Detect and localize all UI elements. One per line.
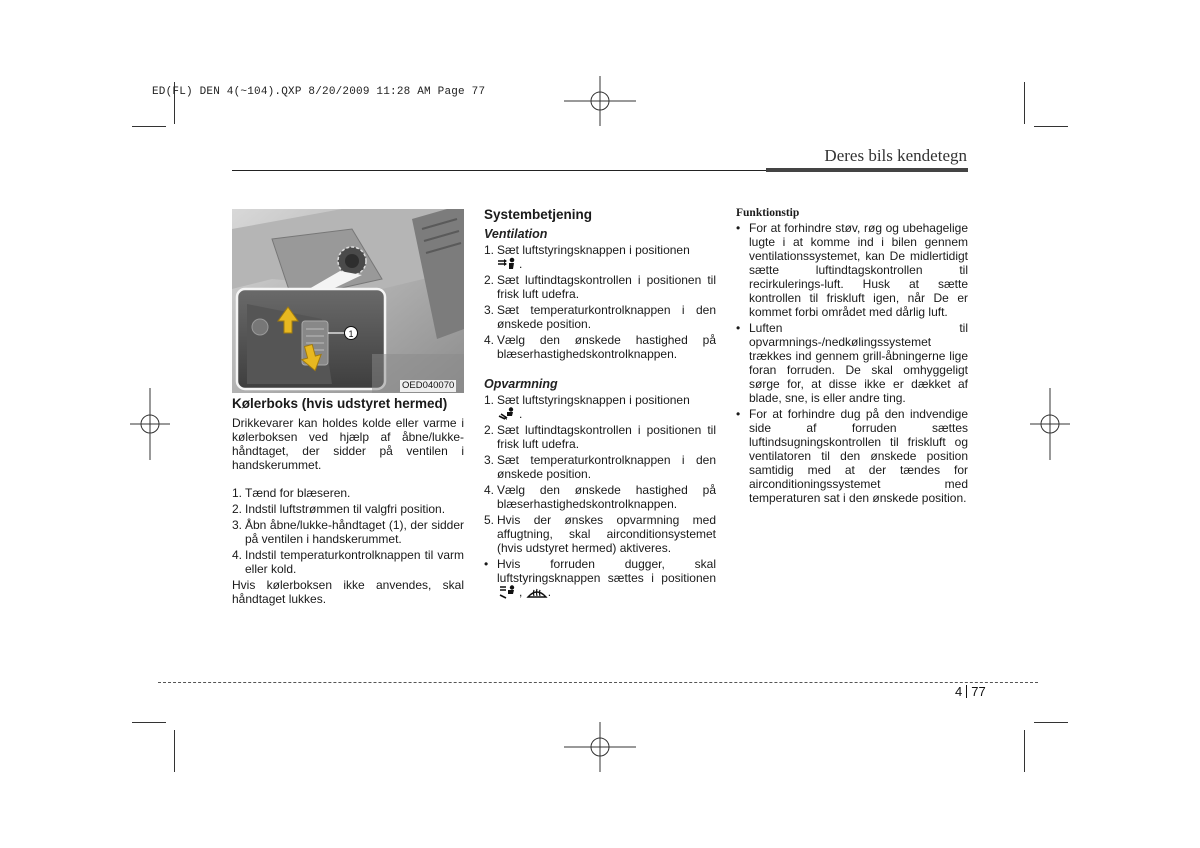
floor-defrost-mode-icon [497,585,519,599]
crop-mark [1024,82,1025,124]
steps-ventilation [484,243,716,361]
windshield-defrost-icon [526,585,548,599]
crop-mark [1024,730,1025,772]
list-item: 3. Åbn åbne/lukke-håndtaget (1), der sidder på ventilen i handskerummet. [232,518,464,546]
heading-ventilation: Ventilation [484,227,548,241]
floor-vent-mode-icon [497,407,519,421]
figure-callout: 1 [348,329,354,339]
heading-function-tip: Funktionstip [736,207,800,219]
footer-rule [158,682,1038,683]
heading-system-operation: Systembetjening [484,207,593,222]
face-vent-mode-icon [497,257,519,271]
heading-cooling-box: Kølerboks (hvis udstyret hermed) [232,396,448,411]
list-item: 3. Sæt temperaturkontrolknappen i den ønskede position. [484,453,716,481]
list-item: 2. Sæt luftindtagskontrollen i positionen til frisk luft udefra. [484,273,716,301]
list-item: 5. Hvis der ønskes opvarmning med affugtning, skal airconditionsystemet (hvis udstyret hermed) aktiveres. [484,513,716,555]
column-right [736,207,968,507]
bullet-heating [484,557,716,599]
registration-mark-left [130,388,170,460]
header-rule-accent [766,168,968,172]
section-title: Deres bils kendetegn [824,146,967,165]
list-item: • Hvis forruden dugger, skal luftstyringsknappen sættes i positionen , . [484,557,716,599]
steps-heating [484,393,716,555]
registration-mark-top [564,76,636,126]
print-slug: ED(FL) DEN 4(~104).QXP 8/20/2009 11:28 AM Page 77 [152,86,486,98]
crop-mark [132,722,166,723]
list-item: 4. Vælg den ønskede hastighed på blæserhastighedskontrolknappen. [484,333,716,361]
registration-mark-bottom [564,722,636,772]
glovebox-illustration [232,209,464,393]
crop-mark [132,126,166,127]
paragraph-outro: Hvis kølerboksen ikke anvendes, skal håndtaget lukkes. [232,578,464,606]
figure-photo [232,209,464,393]
crop-mark [1034,126,1068,127]
page-number: 4 77 [955,684,986,699]
crop-mark [174,730,175,772]
list-item: 2. Sæt luftindtagskontrollen i positionen til frisk luft udefra. [484,423,716,451]
list-item: • For at forhindre støv, røg og ubehagelige lugte i at komme ind i bilen gennem ventilationssystemet, kan De midlertidigt sætte luftindtagskontrollen til recirkulerings-luft. Husk at sætte kontrollen til friskluft igen, når De er kommet forbi området med dårlig luft. [736,221,968,319]
column-left [232,396,464,606]
crop-mark [1034,722,1068,723]
list-item: 1. Tænd for blæseren. [232,486,351,500]
list-item: 4. Vælg den ønskede hastighed på blæserhastighedskontrolknappen. [484,483,716,511]
list-item: 1. Sæt luftstyringsknappen i positionen . [484,393,690,421]
paragraph-intro: Drikkevarer kan holdes kolde eller varme i kølerboksen ved hjælp af åbne/lukke-håndtaget, der sidder på ventilen i handskerummet. [232,416,464,472]
list-item: 1. Sæt luftstyringsknappen i positionen . [484,243,690,271]
tips-list [736,221,968,505]
list-item: • For at forhindre dug på den indvendige side af forruden sættes luftindsugningskontrollen til friskluft og ventilatoren til den ønskede position samtidig med at der tændes for airconditioningssystemet med temperaturen sat i den ønskede position. [736,407,968,505]
list-item: • Luften til opvarmnings-/nedkølingssystemet trækkes ind gennem grill-åbningerne lige foran forruden. De skal omhyggeligt sørge for, at disse ikke er dækket af blade, sne, is eller andre ting. [736,321,968,405]
steps-cooling-box [232,486,464,576]
heading-heating: Opvarmning [484,377,558,391]
figure-code: OED040070 [402,380,455,391]
list-item: 3. Sæt temperaturkontrolknappen i den ønskede position. [484,303,716,331]
list-item: 4. Indstil temperaturkontrolknappen til varm eller kold. [232,548,464,576]
list-item: 2. Indstil luftstrømmen til valgfri position. [232,502,446,516]
column-middle [484,207,716,601]
registration-mark-right [1030,388,1070,460]
